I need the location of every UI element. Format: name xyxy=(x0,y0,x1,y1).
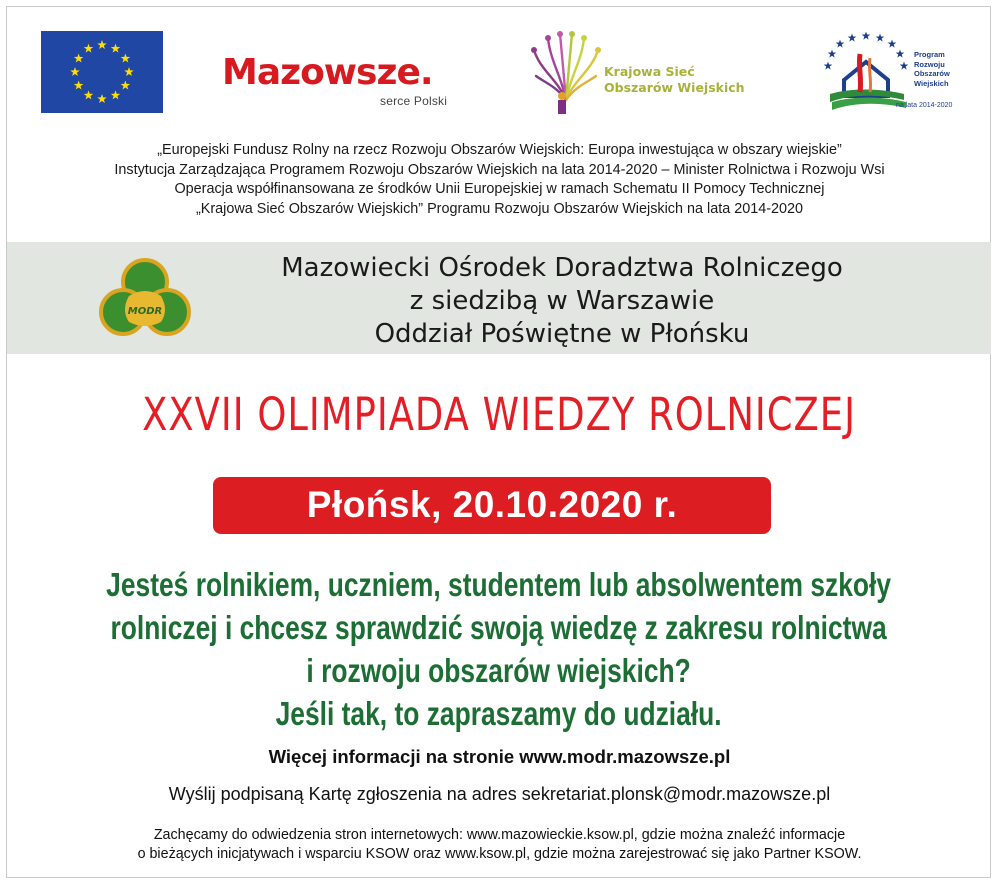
prow-years: na lata 2014-2020 xyxy=(896,102,953,109)
logo-bar xyxy=(0,0,999,130)
organization-line: Oddział Poświętne w Płońsku xyxy=(374,319,750,349)
prow-star-icon xyxy=(862,32,871,40)
date-banner-text: Płońsk, 20.10.2020 r. xyxy=(306,484,678,525)
footer-note-line: o bieżących inicjatywach i wsparciu KSOW oraz www.ksow.pl, gdzie można zarejestrować się jako Partner KSOW. xyxy=(137,846,862,862)
invitation-line: i rozwoju obszarów wiejskich? xyxy=(306,652,691,689)
prow-star-icon xyxy=(824,62,833,70)
eu-star-icon xyxy=(70,67,80,76)
eu-star-icon xyxy=(111,90,121,99)
invitation-line: Jesteś rolnikiem, uczniem, studentem lub absolwentem szkoły xyxy=(106,566,892,603)
organization-band xyxy=(7,242,991,354)
footer-note xyxy=(0,826,999,864)
eu-star-icon xyxy=(124,67,134,76)
funding-line: „Krajowa Sieć Obszarów Wiejskich” Programu Rozwoju Obszarów Wiejskich na lata 2014-2020 xyxy=(195,200,804,217)
date-banner xyxy=(213,477,771,534)
eu-star-icon xyxy=(97,94,107,103)
eu-star-icon xyxy=(97,40,107,49)
organization-line: Mazowiecki Ośrodek Doradztwa Rolniczego xyxy=(281,253,843,283)
modr-logo-text: MODR xyxy=(127,306,163,317)
prow-logo xyxy=(820,32,970,112)
prow-star-icon xyxy=(876,34,885,42)
mazowsze-logo xyxy=(218,52,468,112)
prow-star-icon xyxy=(900,62,909,70)
funding-line: „Europejski Fundusz Rolny na rzecz Rozwoju Obszarów Wiejskich: Europa inwestująca w obszary wiejskie” xyxy=(157,142,842,158)
invitation-line: rolniczej i chcesz sprawdzić swoją wiedzę z zakresu rolnictwa xyxy=(110,609,887,646)
more-info-text: Więcej informacji na stronie www.modr.mazowsze.pl xyxy=(268,746,731,767)
ksow-tree-icon xyxy=(528,30,604,116)
funding-statement xyxy=(0,141,999,219)
prow-star-icon xyxy=(896,50,905,58)
event-headline: XXVII OLIMPIADA WIEDZY ROLNICZEJ xyxy=(142,388,856,441)
organization-line: z siedzibą w Warszawie xyxy=(409,286,715,316)
eu-star-icon xyxy=(74,54,84,63)
funding-line: Operacja współfinansowana ze środków Unii Europejskiej w ramach Schematu II Pomocy Technicznej xyxy=(174,181,825,197)
organization-name xyxy=(167,252,957,351)
eu-star-icon xyxy=(74,81,84,90)
prow-star-icon xyxy=(848,34,857,42)
invitation-line: Jeśli tak, to zapraszamy do udziału. xyxy=(275,695,722,732)
prow-logo-text: Program Rozwoju Obszarów Wiejskich xyxy=(914,50,950,88)
eu-star-icon xyxy=(84,90,94,99)
eu-star-icon xyxy=(121,81,131,90)
prow-emblem-icon xyxy=(820,32,912,112)
mazowsze-wordmark: Mazowsze. xyxy=(222,52,433,93)
send-form-text: Wyślij podpisaną Kartę zgłoszenia na adres sekretariat.plonsk@modr.mazowsze.pl xyxy=(168,784,831,804)
prow-star-icon xyxy=(828,50,837,58)
invitation-text xyxy=(99,563,898,735)
footer-note-line: Zachęcamy do odwiedzenia stron internetowych: www.mazowieckie.ksow.pl, gdzie można znaleźć informacje xyxy=(153,827,846,843)
prow-star-icon xyxy=(888,40,897,48)
ksow-logo xyxy=(528,30,758,116)
mazowsze-tagline: serce Polski xyxy=(380,94,448,108)
eu-star-icon xyxy=(84,44,94,53)
eu-star-icon xyxy=(121,54,131,63)
eu-flag-logo xyxy=(41,31,163,113)
funding-line: Instytucja Zarządzająca Programem Rozwoju Obszarów Wiejskich na lata 2014-2020 – Minister Rolnictwa i Rozwoju Wsi xyxy=(114,161,885,178)
eu-star-icon xyxy=(111,44,121,53)
prow-star-icon xyxy=(836,40,845,48)
ksow-logo-text: Krajowa Sieć Obszarów Wiejskich xyxy=(604,64,745,95)
